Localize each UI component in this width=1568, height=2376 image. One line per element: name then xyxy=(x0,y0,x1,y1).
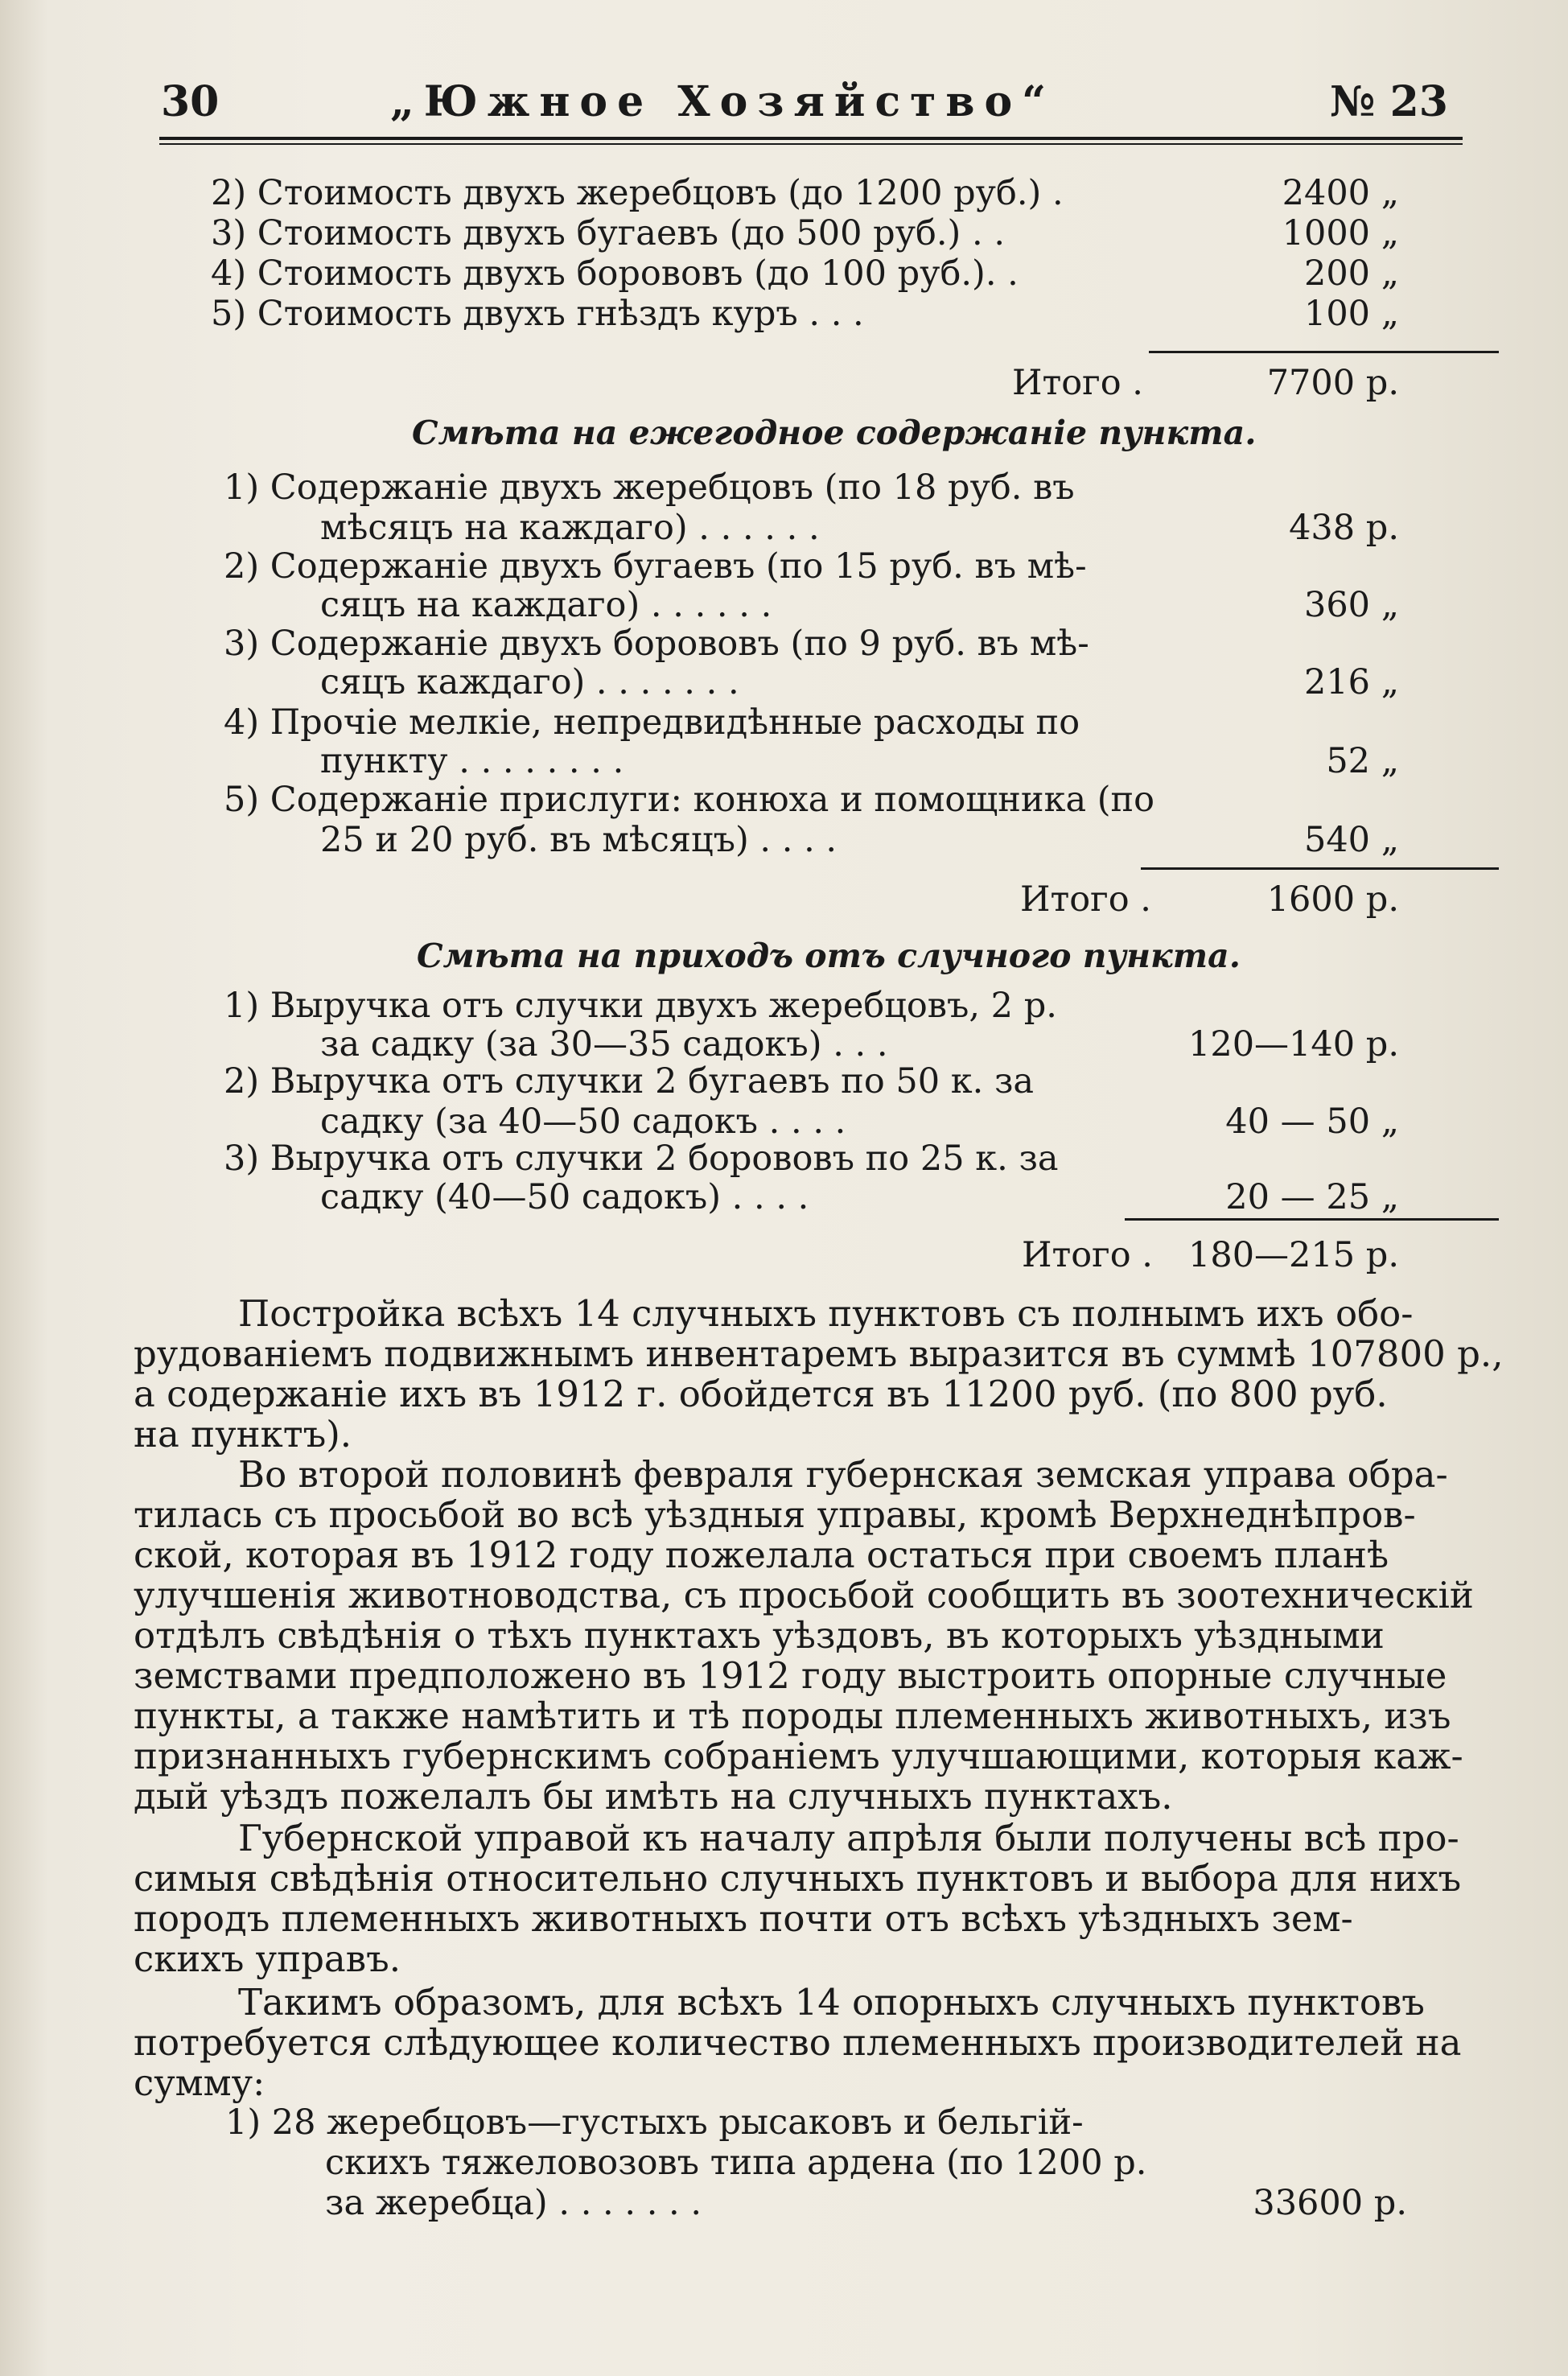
paragraph-line: признанныхъ губернскимъ собраніемъ улучшающими, которыя каж- xyxy=(134,1735,1463,1777)
paragraph-line: дый уѣздъ пожелалъ бы имѣть на случныхъ пунктахъ. xyxy=(134,1775,1173,1818)
income-amount: 20 — 25 „ xyxy=(1225,1177,1399,1217)
cost-item: 4) Стоимость двухъ борововъ (до 100 руб.). . xyxy=(211,253,1019,294)
sum-rule xyxy=(1149,351,1499,353)
journal-title: „Южное Хозяйство“ xyxy=(390,77,1056,126)
maintenance-amount: 52 „ xyxy=(1326,741,1399,781)
paragraph-line: улучшенія животноводства, съ просьбой сообщить въ зоотехническій xyxy=(134,1574,1474,1616)
paragraph-line: потребуется слѣдующее количество племенныхъ производителей на xyxy=(134,2021,1462,2064)
paragraph-line: Постройка всѣхъ 14 случныхъ пунктовъ съ полнымъ ихъ обо- xyxy=(238,1292,1414,1335)
maintenance-line: 25 и 20 руб. въ мѣсяцъ) . . . . xyxy=(320,820,838,860)
maintenance-line: 3) Содержаніе двухъ борововъ (по 9 руб. въ мѣ- xyxy=(224,624,1089,664)
income-line: садку (за 40—50 садокъ . . . . xyxy=(320,1102,846,1142)
maintenance-line: 1) Содержаніе двухъ жеребцовъ (по 18 руб. въ xyxy=(224,467,1075,508)
income-amount: 40 — 50 „ xyxy=(1225,1102,1399,1142)
page-number: 30 xyxy=(161,77,220,126)
section-heading: Смѣта на ежегодное содержаніе пункта. xyxy=(412,414,1257,452)
maintenance-line: сяцъ на каждаго) . . . . . . xyxy=(320,585,772,625)
maintenance-line: сяцъ каждаго) . . . . . . . xyxy=(320,662,739,702)
total-label: Итого . xyxy=(1020,879,1151,920)
final-item-line: 1) 28 жеребцовъ—густыхъ рысаковъ и бельгій- xyxy=(225,2102,1084,2143)
paragraph-line: тилась съ просьбой во всѣ уѣздныя управы, кромѣ Верхнеднѣпров- xyxy=(134,1493,1416,1536)
income-line: 1) Выручка отъ случки двухъ жеребцовъ, 2 р. xyxy=(224,986,1057,1026)
paragraph-line: Такимъ образомъ, для всѣхъ 14 опорныхъ случныхъ пунктовъ xyxy=(238,1981,1425,2024)
cost-item: 3) Стоимость двухъ бугаевъ (до 500 руб.) . . xyxy=(211,213,1006,253)
maintenance-line: 2) Содержаніе двухъ бугаевъ (по 15 руб. въ мѣ- xyxy=(224,546,1087,587)
final-item-amount: 33600 р. xyxy=(1253,2183,1407,2223)
maintenance-line: 4) Прочіе мелкіе, непредвидѣнные расходы по xyxy=(224,702,1080,743)
paragraph-line: а содержаніе ихъ въ 1912 г. обойдется въ 11200 руб. (по 800 руб. xyxy=(134,1373,1388,1415)
total-label: Итого . xyxy=(1012,363,1143,403)
total-amount: 1600 р. xyxy=(1266,879,1399,920)
paragraph-line: породъ племенныхъ животныхъ почти отъ всѣхъ уѣздныхъ зем- xyxy=(134,1897,1353,1940)
maintenance-amount: 216 „ xyxy=(1303,662,1399,702)
final-item-line: за жеребца) . . . . . . . xyxy=(325,2183,702,2223)
cost-item: 2) Стоимость двухъ жеребцовъ (до 1200 руб.) . xyxy=(211,173,1064,213)
income-line: садку (40—50 садокъ) . . . . xyxy=(320,1177,809,1217)
paragraph-line: земствами предположено въ 1912 году выстроить опорные случные xyxy=(134,1654,1447,1697)
paragraph-line: сумму: xyxy=(134,2061,265,2104)
section-heading: Смѣта на приходъ отъ случного пункта. xyxy=(417,937,1241,975)
cost-amount: 100 „ xyxy=(1303,294,1399,334)
cost-item: 5) Стоимость двухъ гнѣздъ куръ . . . xyxy=(211,294,864,334)
cost-amount: 200 „ xyxy=(1303,253,1399,294)
cost-amount: 2400 „ xyxy=(1282,173,1399,213)
paragraph-line: пункты, а также намѣтить и тѣ породы племенныхъ животныхъ, изъ xyxy=(134,1694,1451,1737)
paragraph-line: Во второй половинѣ февраля губернская земская управа обра- xyxy=(238,1453,1448,1496)
sum-rule xyxy=(1125,1218,1499,1221)
total-label: Итого . xyxy=(1022,1235,1153,1275)
paragraph-line: ской, которая въ 1912 году пожелала остаться при своемъ планѣ xyxy=(134,1534,1389,1576)
maintenance-amount: 360 „ xyxy=(1303,585,1399,625)
maintenance-line: пункту . . . . . . . . xyxy=(320,741,624,781)
paragraph-line: Губернской управой къ началу апрѣля были получены всѣ про- xyxy=(238,1817,1459,1859)
total-amount: 7700 р. xyxy=(1266,363,1399,403)
maintenance-line: мѣсяцъ на каждаго) . . . . . . xyxy=(320,508,820,548)
sum-rule xyxy=(1141,867,1499,870)
paragraph-line: отдѣлъ свѣдѣнія о тѣхъ пунктахъ уѣздовъ, въ которыхъ уѣздными xyxy=(134,1614,1385,1657)
cost-amount: 1000 „ xyxy=(1282,213,1399,253)
income-line: за садку (за 30—35 садокъ) . . . xyxy=(320,1024,888,1064)
income-amount: 120—140 р. xyxy=(1187,1024,1399,1064)
income-line: 3) Выручка отъ случки 2 борововъ по 25 к. за xyxy=(224,1139,1059,1179)
income-line: 2) Выручка отъ случки 2 бугаевъ по 50 к. за xyxy=(224,1061,1035,1102)
paragraph-line: симыя свѣдѣнія относительно случныхъ пунктовъ и выбора для нихъ xyxy=(134,1857,1462,1900)
paragraph-line: рудованіемъ подвижнымъ инвентаремъ выразится въ суммѣ 107800 р., xyxy=(134,1332,1504,1375)
total-amount: 180—215 р. xyxy=(1187,1235,1399,1275)
maintenance-amount: 438 р. xyxy=(1289,508,1399,548)
paragraph-line: на пунктъ). xyxy=(134,1413,352,1456)
final-item-line: скихъ тяжеловозовъ типа ардена (по 1200 р. xyxy=(325,2143,1147,2183)
issue-number: № 23 xyxy=(1330,77,1448,126)
maintenance-line: 5) Содержаніе прислуги: конюха и помощника (по xyxy=(224,780,1155,820)
paragraph-line: скихъ управъ. xyxy=(134,1937,401,1980)
maintenance-amount: 540 „ xyxy=(1303,820,1399,860)
